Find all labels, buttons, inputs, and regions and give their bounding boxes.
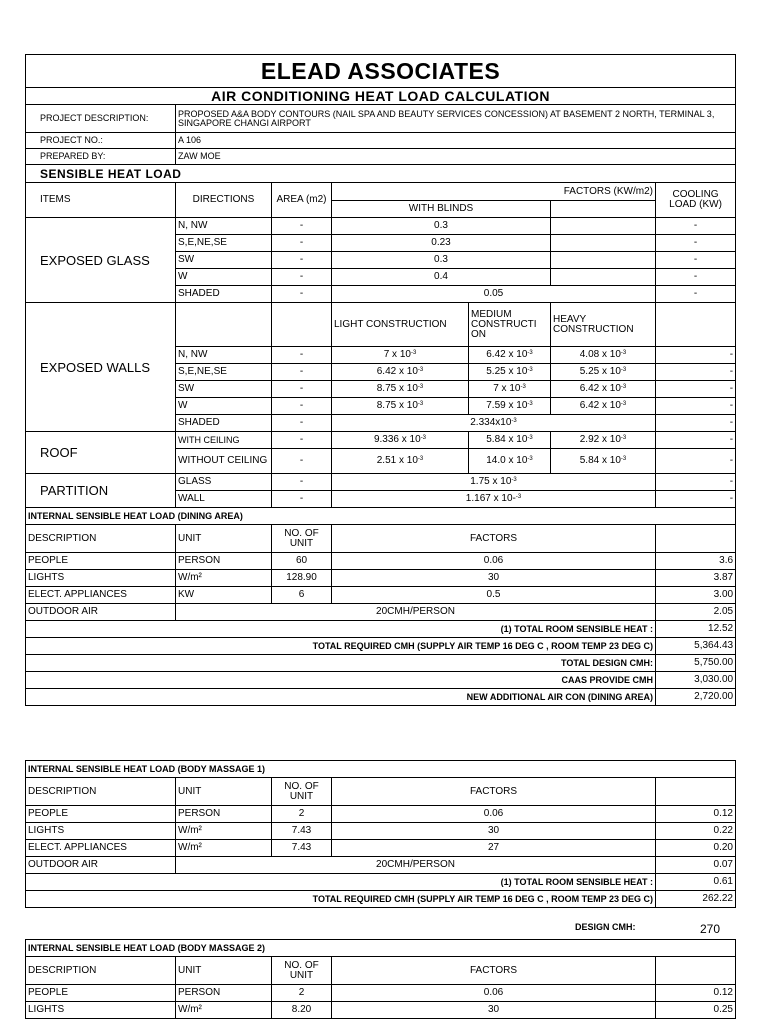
- glass-area: -: [272, 218, 332, 235]
- dining-row-description: PEOPLE: [26, 553, 176, 570]
- col-header-factors: FACTORS (KW/m2): [332, 183, 656, 201]
- roof-heavy-factor: 5.84 x $10^{-3}$: [551, 449, 656, 474]
- glass-factor: 0.23: [332, 235, 551, 252]
- glass-cooling-load: -: [656, 252, 736, 269]
- massage1-row-load: 0.22: [656, 823, 736, 840]
- col-header-unit: UNIT: [176, 525, 272, 553]
- wall-heavy-factor: 6.42 x $10^{-3}$: [551, 381, 656, 398]
- wall-cooling-load: -: [656, 398, 736, 415]
- roof-heavy-factor: 2.92 x $10^{-3}$: [551, 432, 656, 449]
- massage2-row-unit: W/m²: [176, 1002, 272, 1019]
- glass-direction: SW: [176, 252, 272, 269]
- massage2-section-title: INTERNAL SENSIBLE HEAT LOAD (BODY MASSAGE 2): [26, 940, 736, 957]
- col-header-factors: FACTORS: [332, 778, 656, 806]
- glass-factor: 0.3: [332, 252, 551, 269]
- dining-caas-provide-label: CAAS PROVIDE CMH: [26, 672, 656, 689]
- wall-medium-factor: 7.59 x $10^{-3}$: [469, 398, 551, 415]
- partition-label: PARTITION: [26, 474, 176, 508]
- dining-row-unit: W/m²: [176, 570, 272, 587]
- col-header-no-of-unit: NO. OF UNIT: [272, 778, 332, 806]
- roof-area: -: [272, 432, 332, 449]
- wall-heavy-factor: 4.08 x $10^{-3}$: [551, 347, 656, 364]
- glass-area: -: [272, 269, 332, 286]
- dining-row-description: ELECT. APPLIANCES: [26, 587, 176, 604]
- col-header-cooling-load: COOLING LOAD (KW): [656, 183, 736, 218]
- massage1-outdoor-load: 0.07: [656, 857, 736, 874]
- dining-total-room-sensible-label: (1) TOTAL ROOM SENSIBLE HEAT :: [26, 621, 656, 638]
- massage1-row-factor: 0.06: [332, 806, 656, 823]
- col-header-area: AREA (m2): [272, 183, 332, 218]
- wall-area: -: [272, 415, 332, 432]
- massage1-section-title: INTERNAL SENSIBLE HEAT LOAD (BODY MASSAGE 1): [26, 761, 736, 778]
- dining-row-description: LIGHTS: [26, 570, 176, 587]
- glass-factor: 0.3: [332, 218, 551, 235]
- dining-row-factor: 0.5: [332, 587, 656, 604]
- dining-new-aircon-label: NEW ADDITIONAL AIR CON (DINING AREA): [26, 689, 656, 706]
- massage1-row-no: 7.43: [272, 823, 332, 840]
- sheet-subtitle: AIR CONDITIONING HEAT LOAD CALCULATION: [26, 88, 736, 105]
- partition-factor: 1.167 x 10-$^{-3}$: [332, 491, 656, 508]
- dining-outdoor-factor: 20CMH/PERSON: [176, 604, 656, 621]
- massage2-row-no: 2: [272, 985, 332, 1002]
- dining-total-design-cmh-value: 5,750.00: [656, 655, 736, 672]
- col-header-factors: FACTORS: [332, 525, 656, 553]
- wall-direction: W: [176, 398, 272, 415]
- col-header-factors: FACTORS: [332, 957, 656, 985]
- col-header-items: ITEMS: [26, 183, 176, 218]
- roof-cooling-load: -: [656, 432, 736, 449]
- glass-area: -: [272, 235, 332, 252]
- massage2-row-load: 0.25: [656, 1002, 736, 1019]
- exposed-walls-label: EXPOSED WALLS: [26, 303, 176, 432]
- dining-total-design-cmh-label: TOTAL DESIGN CMH:: [26, 655, 656, 672]
- dining-row-no: 60: [272, 553, 332, 570]
- wall-shaded-factor: $2.334x10^{-3}$: [332, 415, 656, 432]
- wall-light-factor: 7 x $10^{-3}$: [332, 347, 469, 364]
- wall-area: -: [272, 398, 332, 415]
- roof-cooling-load: -: [656, 449, 736, 474]
- glass-direction: SHADED: [176, 286, 272, 303]
- massage1-row-unit: PERSON: [176, 806, 272, 823]
- company-title: ELEAD ASSOCIATES: [26, 55, 736, 88]
- dining-row-factor: 30: [332, 570, 656, 587]
- col-header-no-of-unit: NO. OF UNIT: [272, 525, 332, 553]
- dining-row-no: 6: [272, 587, 332, 604]
- col-header-description: DESCRIPTION: [26, 525, 176, 553]
- wall-area: -: [272, 364, 332, 381]
- empty-cell: [272, 303, 332, 347]
- wall-direction: S,E,NE,SE: [176, 364, 272, 381]
- massage1-total-required-cmh-value: 262.22: [656, 891, 736, 908]
- massage1-row-load: 0.20: [656, 840, 736, 857]
- massage1-row-description: LIGHTS: [26, 823, 176, 840]
- dining-row-load: 3.87: [656, 570, 736, 587]
- glass-cooling-load: -: [656, 235, 736, 252]
- roof-area: -: [272, 449, 332, 474]
- massage1-row-description: ELECT. APPLIANCES: [26, 840, 176, 857]
- massage1-row-unit: W/m²: [176, 823, 272, 840]
- empty-cell: [656, 778, 736, 806]
- col-header-with-blinds: WITH BLINDS: [332, 201, 551, 218]
- glass-direction: N, NW: [176, 218, 272, 235]
- massage1-outdoor-description: OUTDOOR AIR: [26, 857, 176, 874]
- partition-area: -: [272, 474, 332, 491]
- massage1-total-room-sensible-value: 0.61: [656, 874, 736, 891]
- wall-light-factor: 6.42 x $10^{-3}$: [332, 364, 469, 381]
- dining-total-required-cmh-label: TOTAL REQUIRED CMH (SUPPLY AIR TEMP 16 DEG C , ROOM TEMP 23 DEG C): [26, 638, 656, 655]
- roof-medium-factor: 14.0 x $10^{-3}$: [469, 449, 551, 474]
- massage2-row-factor: 0.06: [332, 985, 656, 1002]
- wall-direction: SW: [176, 381, 272, 398]
- wall-heavy-factor: 6.42 x $10^{-3}$: [551, 398, 656, 415]
- body-massage-1-table: [25, 760, 736, 908]
- dining-section-title: INTERNAL SENSIBLE HEAT LOAD (DINING AREA): [26, 508, 736, 525]
- prepared-by: ZAW MOE: [176, 149, 736, 165]
- heavy-construction-header: HEAVY CONSTRUCTION: [551, 303, 656, 347]
- prepared-by-label: PREPARED BY:: [26, 149, 176, 165]
- dining-outdoor-load: 2.05: [656, 604, 736, 621]
- partition-factor: 1.75 x $10^{-3}$: [332, 474, 656, 491]
- wall-area: -: [272, 381, 332, 398]
- glass-factor: 0.4: [332, 269, 551, 286]
- heat-load-sheet: [25, 54, 736, 706]
- massage1-design-cmh-value: 270: [700, 922, 721, 936]
- massage1-row-unit: W/m²: [176, 840, 272, 857]
- massage2-row-no: 8.20: [272, 1002, 332, 1019]
- body-massage-2-table: [25, 939, 736, 1019]
- section-sensible-heat-load: SENSIBLE HEAT LOAD: [26, 165, 736, 183]
- dining-row-no: 128.90: [272, 570, 332, 587]
- glass-cooling-load: -: [656, 218, 736, 235]
- dining-total-required-cmh-value: 5,364.43: [656, 638, 736, 655]
- dining-row-unit: PERSON: [176, 553, 272, 570]
- massage2-row-description: LIGHTS: [26, 1002, 176, 1019]
- light-construction-header: LIGHT CONSTRUCTION: [332, 303, 469, 347]
- partition-direction: GLASS: [176, 474, 272, 491]
- empty-cell: [656, 957, 736, 985]
- glass-area: -: [272, 286, 332, 303]
- dining-total-room-sensible-value: 12.52: [656, 621, 736, 638]
- exposed-glass-label: EXPOSED GLASS: [26, 218, 176, 303]
- wall-light-factor: 8.75 x $10^{-3}$: [332, 381, 469, 398]
- wall-medium-factor: 7 x $10^{-3}$: [469, 381, 551, 398]
- wall-medium-factor: 5.25 x $10^{-3}$: [469, 364, 551, 381]
- col-header-unit: UNIT: [176, 778, 272, 806]
- dining-new-aircon-value: 2,720.00: [656, 689, 736, 706]
- wall-heavy-factor: 5.25 x $10^{-3}$: [551, 364, 656, 381]
- glass-cooling-load: -: [656, 269, 736, 286]
- glass-direction: S,E,NE,SE: [176, 235, 272, 252]
- empty-cell: [551, 201, 656, 218]
- project-no: A 106: [176, 133, 736, 149]
- dining-row-factor: 0.06: [332, 553, 656, 570]
- massage1-row-no: 2: [272, 806, 332, 823]
- empty-cell: [551, 269, 656, 286]
- wall-cooling-load: -: [656, 381, 736, 398]
- empty-cell: [656, 525, 736, 553]
- roof-direction: WITH CEILING: [176, 432, 272, 449]
- wall-medium-factor: 6.42 x $10^{-3}$: [469, 347, 551, 364]
- wall-light-factor: 8.75 x $10^{-3}$: [332, 398, 469, 415]
- project-description-label: PROJECT DESCRIPTION:: [26, 105, 176, 133]
- glass-area: -: [272, 252, 332, 269]
- empty-cell: [551, 235, 656, 252]
- dining-row-unit: KW: [176, 587, 272, 604]
- medium-construction-header: MEDIUM CONSTRUCTI ON: [469, 303, 551, 347]
- massage1-row-factor: 30: [332, 823, 656, 840]
- roof-label: ROOF: [26, 432, 176, 474]
- empty-cell: [551, 218, 656, 235]
- roof-light-factor: 2.51 x $10^{-3}$: [332, 449, 469, 474]
- massage1-total-required-cmh-label: TOTAL REQUIRED CMH (SUPPLY AIR TEMP 16 DEG C , ROOM TEMP 23 DEG C): [26, 891, 656, 908]
- dining-caas-provide-value: 3,030.00: [656, 672, 736, 689]
- dining-outdoor-description: OUTDOOR AIR: [26, 604, 176, 621]
- partition-cooling-load: -: [656, 491, 736, 508]
- project-description: PROPOSED A&A BODY CONTOURS (NAIL SPA AND BEAUTY SERVICES CONCESSION) AT BASEMENT 2 NORTH, TERMINAL 3, SINGAPORE CHANGI AIRPORT: [176, 105, 736, 133]
- glass-cooling-load: -: [656, 286, 736, 303]
- massage1-design-cmh-label: DESIGN CMH:: [575, 922, 636, 932]
- dining-row-load: 3.00: [656, 587, 736, 604]
- partition-cooling-load: -: [656, 474, 736, 491]
- empty-cell: [656, 303, 736, 347]
- massage1-row-description: PEOPLE: [26, 806, 176, 823]
- col-header-unit: UNIT: [176, 957, 272, 985]
- massage1-total-room-sensible-label: (1) TOTAL ROOM SENSIBLE HEAT :: [26, 874, 656, 891]
- wall-direction: N, NW: [176, 347, 272, 364]
- partition-direction: WALL: [176, 491, 272, 508]
- glass-factor: 0.05: [332, 286, 656, 303]
- massage2-row-description: PEOPLE: [26, 985, 176, 1002]
- roof-direction: WITHOUT CEILING: [176, 449, 272, 474]
- project-no-label: PROJECT NO.:: [26, 133, 176, 149]
- glass-direction: W: [176, 269, 272, 286]
- massage2-row-load: 0.12: [656, 985, 736, 1002]
- massage1-row-load: 0.12: [656, 806, 736, 823]
- empty-cell: [551, 252, 656, 269]
- massage2-row-unit: PERSON: [176, 985, 272, 1002]
- partition-area: -: [272, 491, 332, 508]
- wall-cooling-load: -: [656, 347, 736, 364]
- empty-cell: [176, 303, 272, 347]
- col-header-no-of-unit: NO. OF UNIT: [272, 957, 332, 985]
- col-header-description: DESCRIPTION: [26, 957, 176, 985]
- wall-area: -: [272, 347, 332, 364]
- roof-medium-factor: 5.84 x $10^{-3}$: [469, 432, 551, 449]
- col-header-directions: DIRECTIONS: [176, 183, 272, 218]
- wall-cooling-load: -: [656, 415, 736, 432]
- col-header-description: DESCRIPTION: [26, 778, 176, 806]
- dining-row-load: 3.6: [656, 553, 736, 570]
- massage1-outdoor-factor: 20CMH/PERSON: [176, 857, 656, 874]
- wall-direction: SHADED: [176, 415, 272, 432]
- wall-cooling-load: -: [656, 364, 736, 381]
- massage1-row-factor: 27: [332, 840, 656, 857]
- massage2-row-factor: 30: [332, 1002, 656, 1019]
- roof-light-factor: 9.336 x $10^{-3}$: [332, 432, 469, 449]
- massage1-row-no: 7.43: [272, 840, 332, 857]
